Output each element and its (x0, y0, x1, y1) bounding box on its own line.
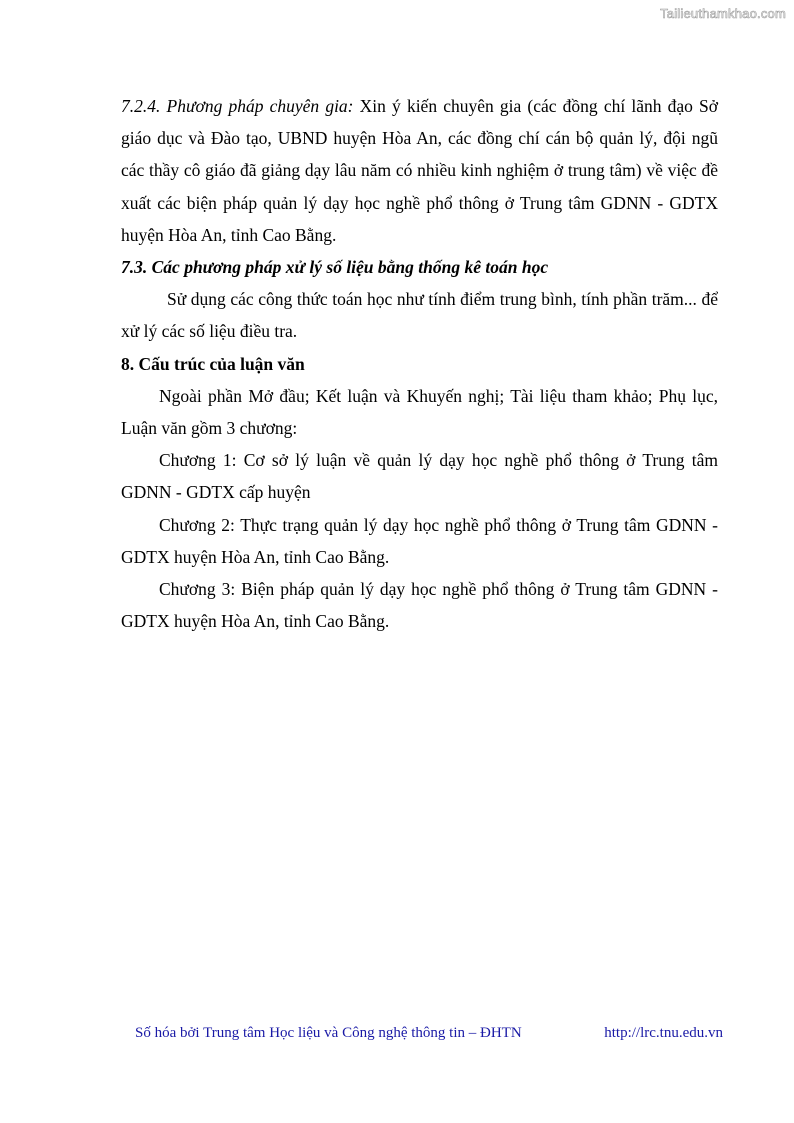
footer-link[interactable]: http://lrc.tnu.edu.vn (604, 1025, 723, 1041)
section-73-heading: 7.3. Các phương pháp xử lý số liệu bằng thống kê toán học (121, 257, 549, 278)
section-724-text: Xin ý kiến chuyên gia (các đồng chí lãnh đạo Sở giáo dục và Đào tạo, UBND huyện Hòa An, các đồng chí cán bộ quản lý, đội ngũ các thầy cô giáo đã giảng dạy lâu năm có nhiều kinh nghiệm ở trung tâm) về việc đề xuất các biện pháp quản lý dạy học nghề phổ thông ở Trung tâm GDNN - GDTX huyện Hòa An, tỉnh Cao Bằng. (121, 96, 718, 245)
section-8-intro: Ngoài phần Mở đầu; Kết luận và Khuyến nghị; Tài liệu tham khảo; Phụ lục, Luận văn gồm 3 chương: (121, 385, 718, 439)
section-724-lead: 7.2.4. Phương pháp chuyên gia: (121, 96, 354, 116)
watermark: Tailieuthamkhao.com (660, 6, 786, 21)
section-8-heading: 8. Cấu trúc của luận văn (121, 353, 305, 374)
section-73-text: Sử dụng các công thức toán học như tính điểm trung bình, tính phần trăm... để xử lý các số liệu điều tra. (121, 289, 718, 342)
footer-credit: Số hóa bởi Trung tâm Học liệu và Công nghệ thông tin – ĐHTN (135, 1025, 522, 1041)
paragraph-expert-method (121, 90, 718, 251)
chapter-3: Chương 3: Biện pháp quản lý dạy học nghề phổ thông ở Trung tâm GDNN - GDTX huyện Hòa An, tỉnh Cao Bằng. (121, 579, 718, 632)
document-body (121, 90, 718, 637)
chapter-1: Chương 1: Cơ sở lý luận về quản lý dạy học nghề phổ thông ở Trung tâm GDNN - GDTX cấp huyện (121, 450, 718, 503)
chapter-2: Chương 2: Thực trạng quản lý dạy học nghề phổ thông ở Trung tâm GDNN - GDTX huyện Hòa An, tỉnh Cao Bằng. (121, 514, 718, 567)
